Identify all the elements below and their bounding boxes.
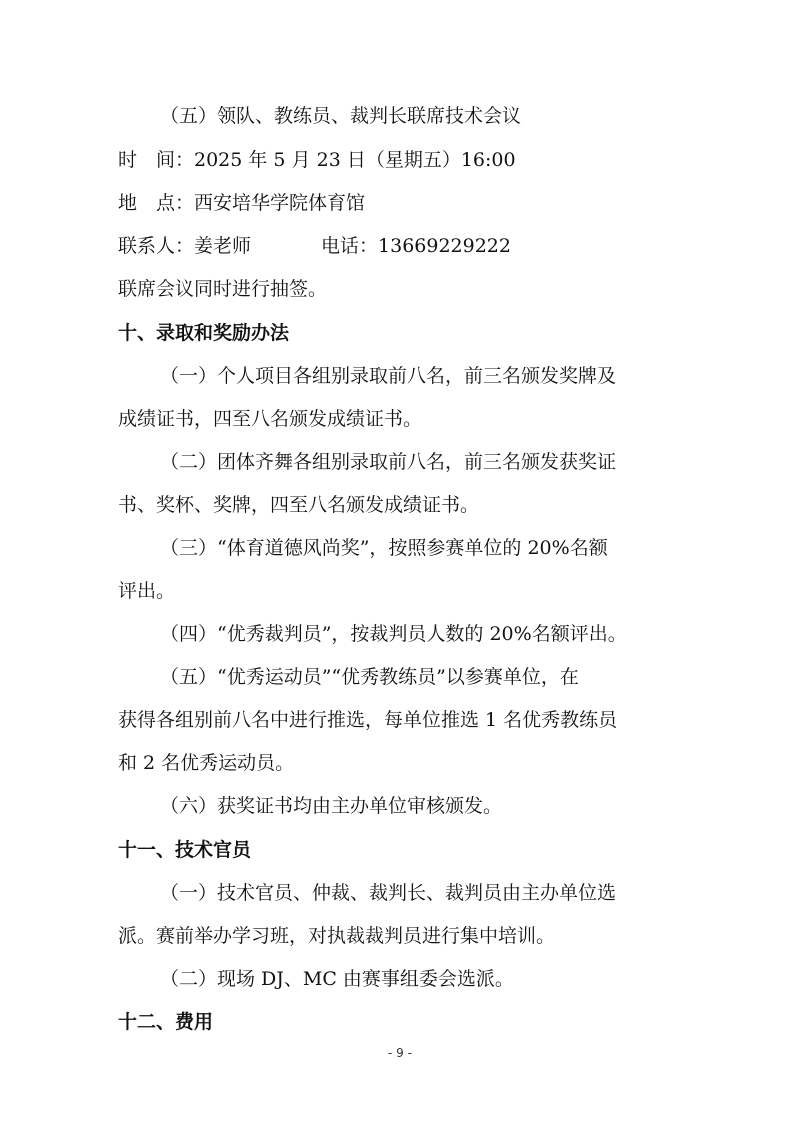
s10-item3-line2: 评出。 [118, 580, 176, 602]
meeting-place: 地 点：西安培华学院体育馆 [118, 192, 366, 214]
meeting-note: 联席会议同时进行抽签。 [118, 278, 328, 300]
s10-item2-line1: （二）团体齐舞各组别录取前八名，前三名颁发获奖证 [160, 451, 617, 473]
contact-person: 联系人：姜老师 [118, 235, 252, 257]
s10-item5-line3: 和 2 名优秀运动员。 [118, 752, 295, 774]
s10-item3-line1: （三）“体育道德风尚奖”，按照参赛单位的 20%名额 [160, 537, 608, 559]
s10-item5-line1: （五）“优秀运动员”“优秀教练员”以参赛单位，在 [160, 666, 579, 688]
s10-item6: （六）获奖证书均由主办单位审核颁发。 [160, 795, 503, 817]
s10-item4: （四）“优秀裁判员”，按裁判员人数的 20%名额评出。 [160, 623, 627, 645]
section-10-title: 十、录取和奖励办法 [118, 322, 290, 344]
s11-item1-line1: （一）技术官员、仲裁、裁判长、裁判员由主办单位选 [160, 882, 617, 904]
meeting-heading: （五）领队、教练员、裁判长联席技术会议 [160, 105, 522, 127]
s10-item1-line2: 成绩证书，四至八名颁发成绩证书。 [118, 408, 423, 430]
contact-phone: 电话：13669229222 [321, 235, 511, 257]
page-number: - 9 - [388, 1046, 412, 1060]
s11-item1-line2: 派。赛前举办学习班，对执裁裁判员进行集中培训。 [118, 925, 556, 947]
meeting-time: 时 间：2025 年 5 月 23 日（星期五）16:00 [118, 149, 516, 171]
section-12-title: 十二、费用 [118, 1011, 214, 1033]
s10-item2-line2: 书、奖杯、奖牌，四至八名颁发成绩证书。 [118, 494, 480, 516]
s11-item2: （二）现场 DJ、MC 由赛事组委会选派。 [160, 968, 514, 990]
section-11-title: 十一、技术官员 [118, 839, 252, 861]
s10-item5-line2: 获得各组别前八名中进行推选，每单位推选 1 名优秀教练员 [118, 709, 618, 731]
s10-item1-line1: （一）个人项目各组别录取前八名，前三名颁发奖牌及 [160, 365, 617, 387]
contact-line [0, 232, 800, 260]
